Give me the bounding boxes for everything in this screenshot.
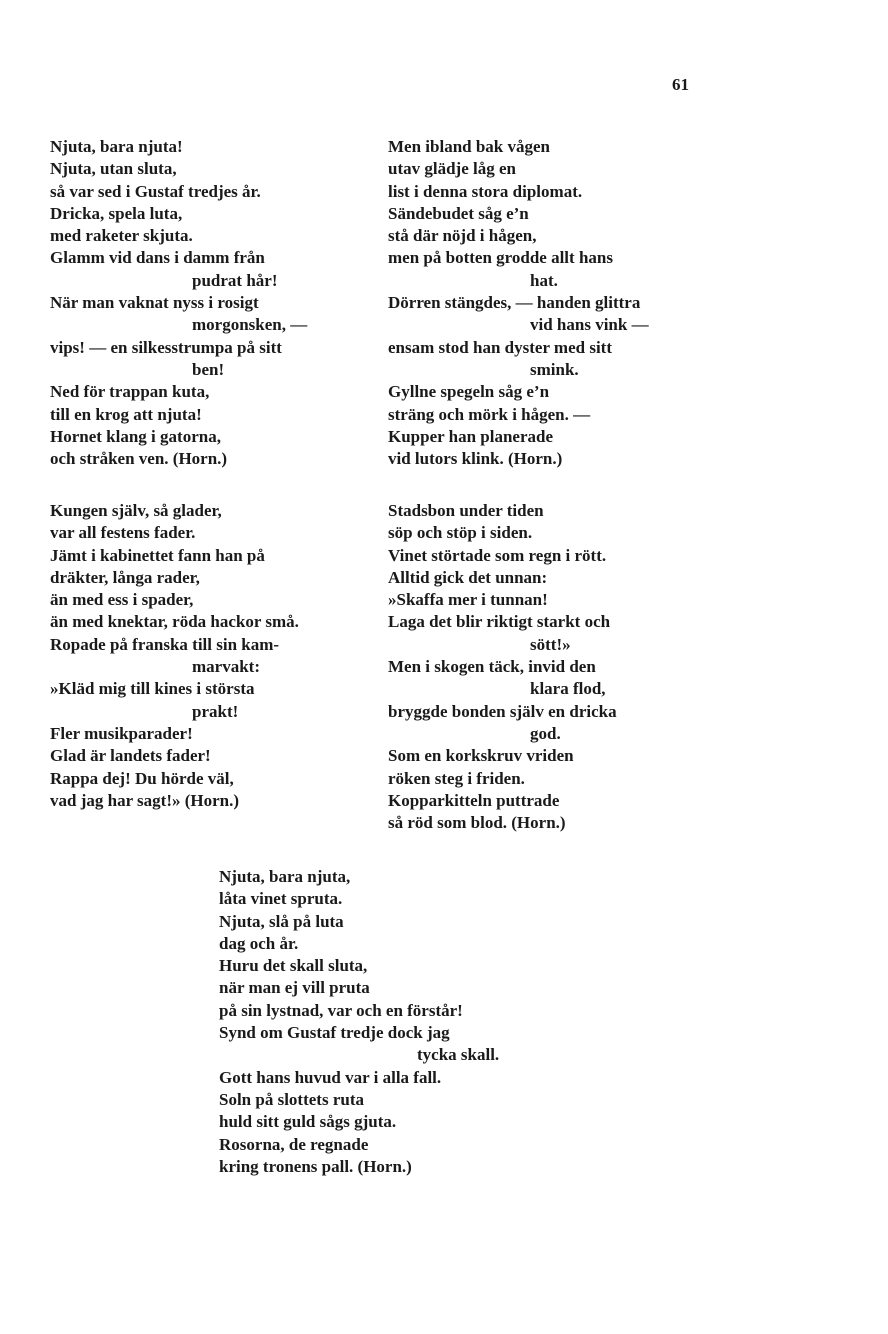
verse-line: När man vaknat nyss i rosigt xyxy=(50,293,259,313)
verse-line: bryggde bonden själv en dricka xyxy=(388,701,617,721)
verse-line: söp och stöp i siden. xyxy=(388,523,533,543)
verse-line: Dörren stängdes, — handen glittra xyxy=(388,293,641,313)
verse-line: huld sitt guld sågs gjuta. xyxy=(219,1112,397,1132)
verse-line: Glad är landets fader! xyxy=(50,746,211,766)
stanza-4 xyxy=(388,500,617,834)
verse-line-continuation: prakt! xyxy=(192,701,239,721)
verse-line: sträng och mörk i hågen. — xyxy=(388,404,591,424)
verse-line: Synd om Gustaf tredje dock jag xyxy=(219,1023,450,1043)
verse-line: Glamm vid dans i damm från xyxy=(50,248,265,268)
verse-line-continuation: ben! xyxy=(192,359,225,379)
verse-line: Soln på slottets ruta xyxy=(219,1089,364,1109)
verse-line: Gyllne spegeln såg e’n xyxy=(388,382,550,402)
verse-line: Rappa dej! Du hörde väl, xyxy=(50,768,234,788)
verse-line: än med knektar, röda hackor små. xyxy=(50,612,299,632)
verse-line: kring tronens pall. (Horn.) xyxy=(219,1156,412,1176)
verse-line: Kungen själv, så glader, xyxy=(50,501,222,520)
verse-line: Laga det blir riktigt starkt och xyxy=(388,612,611,632)
verse-line-continuation: tycka skall. xyxy=(417,1045,500,1065)
verse-line-continuation: smink. xyxy=(530,359,579,379)
verse-line: Njuta, slå på luta xyxy=(219,911,344,931)
verse-line: dag och år. xyxy=(219,933,299,953)
verse-line: än med ess i spader, xyxy=(50,590,194,610)
verse-line: utav glädje låg en xyxy=(388,159,516,179)
verse-line-continuation: klara flod, xyxy=(530,679,606,699)
verse-line-continuation: pudrat hår! xyxy=(192,270,278,290)
verse-line-continuation: sött!» xyxy=(530,634,571,654)
verse-line-continuation: vid hans vink — xyxy=(530,315,649,335)
verse-line: Njuta, bara njuta, xyxy=(219,867,351,886)
verse-line: Fler musikparader! xyxy=(50,723,193,743)
verse-line: Sändebudet såg e’n xyxy=(388,203,529,223)
verse-line: Kopparkitteln puttrade xyxy=(388,790,560,810)
verse-line: vad jag har sagt!» (Horn.) xyxy=(50,790,240,810)
verse-line: med raketer skjuta. xyxy=(50,226,193,246)
verse-line: och stråken ven. (Horn.) xyxy=(50,449,228,469)
page-number: 61 xyxy=(672,75,689,94)
verse-line: låta vinet spruta. xyxy=(219,889,343,909)
verse-line-continuation: hat. xyxy=(530,270,558,290)
verse-line: Gott hans huvud var i alla fall. xyxy=(219,1067,442,1087)
verse-line: Vinet störtade som regn i rött. xyxy=(388,545,607,565)
verse-line: Ropade på franska till sin kam- xyxy=(50,634,280,654)
verse-line: vips! — en silkesstrumpa på sitt xyxy=(50,337,282,357)
verse-line: dräkter, långa rader, xyxy=(50,567,200,587)
stanza-1 xyxy=(50,136,307,470)
verse-line: men på botten grodde allt hans xyxy=(388,248,613,268)
verse-line: Alltid gick det unnan: xyxy=(388,567,548,587)
verse-line: list i denna stora diplomat. xyxy=(388,181,583,201)
verse-line: Dricka, spela luta, xyxy=(50,203,183,223)
verse-line: så röd som blod. (Horn.) xyxy=(388,813,566,833)
verse-line: Ned för trappan kuta, xyxy=(50,382,210,402)
verse-line: vid lutors klink. (Horn.) xyxy=(388,449,563,469)
verse-line-continuation: morgonsken, — xyxy=(192,315,308,335)
verse-line: stå där nöjd i hågen, xyxy=(388,226,537,246)
verse-line: Men i skogen täck, invid den xyxy=(388,657,596,677)
verse-line: på sin lystnad, var och en förstår! xyxy=(219,1000,463,1020)
verse-line: Jämt i kabinettet fann han på xyxy=(50,545,265,565)
verse-line: Som en korkskruv vriden xyxy=(388,746,574,766)
verse-line: »Skaffa mer i tunnan! xyxy=(388,590,548,610)
verse-line: när man ej vill pruta xyxy=(219,978,370,998)
verse-line: ensam stod han dyster med sitt xyxy=(388,337,613,357)
verse-line: var all festens fader. xyxy=(50,523,196,543)
verse-line: Stadsbon under tiden xyxy=(388,501,544,520)
stanza-2 xyxy=(388,136,649,470)
verse-line: Hornet klang i gatorna, xyxy=(50,426,221,446)
verse-line: så var sed i Gustaf tredjes år. xyxy=(50,181,261,201)
verse-line: Njuta, utan sluta, xyxy=(50,159,177,179)
verse-line-continuation: marvakt: xyxy=(192,657,260,677)
verse-line: Kupper han planerade xyxy=(388,426,554,446)
verse-line: till en krog att njuta! xyxy=(50,404,202,424)
verse-line: »Kläd mig till kines i största xyxy=(50,679,255,699)
stanza-5 xyxy=(219,866,499,1178)
stanza-3 xyxy=(50,500,299,812)
verse-line: Njuta, bara njuta! xyxy=(50,137,183,156)
verse-line: Men ibland bak vågen xyxy=(388,137,551,156)
verse-line: Rosorna, de regnade xyxy=(219,1134,369,1154)
verse-line: Huru det skall sluta, xyxy=(219,956,368,976)
verse-line: röken steg i friden. xyxy=(388,768,525,788)
verse-line-continuation: god. xyxy=(530,723,561,743)
